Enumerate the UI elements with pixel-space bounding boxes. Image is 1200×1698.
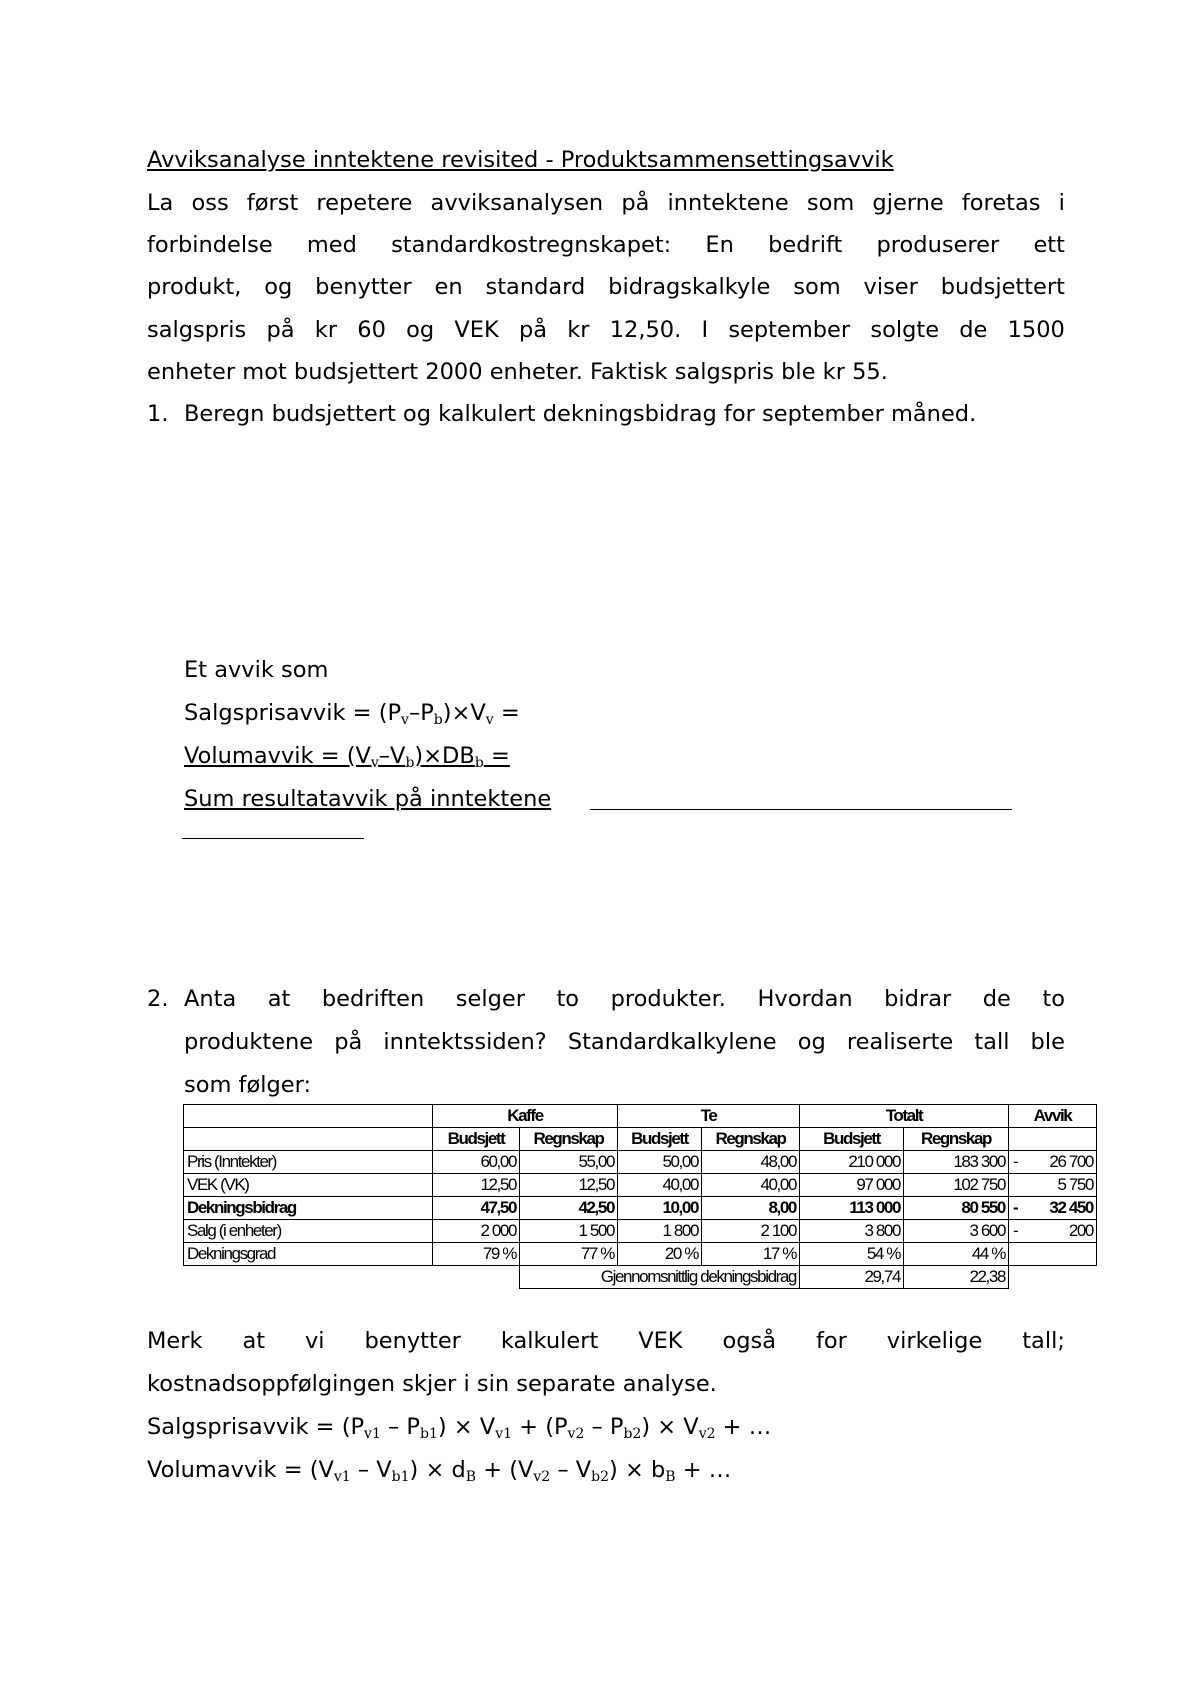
table-row <box>184 1174 1097 1197</box>
word: på <box>266 317 295 343</box>
word: produkter. <box>610 986 726 1012</box>
table-cell: 47,50 <box>433 1197 520 1220</box>
question-1-text: Beregn budsjettert og kalkulert dekningsbidrag for september måned. <box>184 401 977 427</box>
word: 12,50. <box>609 317 682 343</box>
word: produktene <box>184 1029 314 1055</box>
table-subheader-row <box>184 1128 1097 1151</box>
footer-value-regnskap: 22,38 <box>904 1266 1009 1289</box>
word: Anta <box>184 986 237 1012</box>
avvik-value: 200 <box>1068 1221 1093 1240</box>
word: avviksanalysen <box>430 190 604 216</box>
row-label: Pris (Inntekter) <box>184 1151 433 1174</box>
word: vi <box>304 1328 325 1354</box>
table-cell: 50,00 <box>618 1151 702 1174</box>
word: bedriften <box>321 986 425 1012</box>
word: ble <box>1030 1029 1065 1055</box>
salgsprisavvik-formula: Salgsprisavvik = $(P_v-P_b)\times V_v$ = <box>184 700 520 728</box>
row-label: Dekningsbidrag <box>184 1197 433 1220</box>
word: solgte <box>870 317 940 343</box>
word: september <box>728 317 851 343</box>
question-2-line-1 <box>184 985 1065 1013</box>
group-header-totalt: Totalt <box>800 1105 1009 1128</box>
table-cell: 12,50 <box>520 1174 618 1197</box>
question-1-number: 1. <box>147 401 169 427</box>
table-corner-cell <box>184 1105 433 1128</box>
word: for <box>815 1328 847 1354</box>
word: på <box>621 190 650 216</box>
table-cell: 10,00 <box>618 1197 702 1220</box>
table-cell: 97 000 <box>800 1174 904 1197</box>
subheader-kaffe-regnskap: Regnskap <box>520 1128 618 1151</box>
word: standardkostregnskapet: <box>391 232 672 258</box>
word: salgspris <box>147 317 247 343</box>
avvik-cell <box>1009 1151 1097 1174</box>
question-2-number: 2. <box>147 986 169 1012</box>
table-cell: 3 800 <box>800 1220 904 1243</box>
word: og <box>406 317 435 343</box>
word: gjerne <box>872 190 944 216</box>
merk-line-1 <box>147 1327 1065 1355</box>
footer-blank <box>433 1266 520 1289</box>
avvik-value: 5 750 <box>1057 1175 1093 1194</box>
word: de <box>959 317 988 343</box>
word: repetere <box>316 190 413 216</box>
standard-calculation-table <box>183 1104 1097 1289</box>
word: foretas <box>961 190 1041 216</box>
table-cell: 8,00 <box>702 1197 800 1220</box>
avvik-sign: - <box>1013 1152 1018 1171</box>
intro-line-2 <box>147 231 1065 259</box>
word: de <box>982 986 1011 1012</box>
avvik-cell <box>1009 1220 1097 1243</box>
salgsprisavvik-general-formula: Salgsprisavvik = $(P_{v1} - P_{b1}) \times V_{v1} + (P_{v2} - P_{b2}) \times V_{v2}$ + … <box>147 1414 772 1442</box>
word: og <box>264 274 293 300</box>
row-label: Dekningsgrad <box>184 1243 433 1266</box>
subheader-te-regnskap: Regnskap <box>702 1128 800 1151</box>
intro-line-1 <box>147 189 1065 217</box>
intro-line-4 <box>147 316 1065 344</box>
word: forbindelse <box>147 232 273 258</box>
word: selger <box>455 986 525 1012</box>
table-cell: 79 % <box>433 1243 520 1266</box>
sum-underline <box>590 809 1012 810</box>
word: viser <box>863 274 918 300</box>
table-cell: 1 500 <box>520 1220 618 1243</box>
table-cell: 210 000 <box>800 1151 904 1174</box>
word: tall; <box>1022 1328 1065 1354</box>
word: La <box>147 190 174 216</box>
word: en <box>434 274 463 300</box>
table-cell: 55,00 <box>520 1151 618 1174</box>
word: først <box>246 190 299 216</box>
word: som <box>793 274 841 300</box>
footer-value-budsjett: 29,74 <box>800 1266 904 1289</box>
table-cell: 54 % <box>800 1243 904 1266</box>
table-subheader-empty <box>184 1128 433 1151</box>
word: kr <box>314 317 338 343</box>
question-2-line-3: som følger: <box>184 1072 312 1098</box>
word: ett <box>1033 232 1065 258</box>
word: 60 <box>357 317 386 343</box>
table-cell: 42,50 <box>520 1197 618 1220</box>
table-cell: 20 % <box>618 1243 702 1266</box>
avvik-sign: - <box>1013 1198 1018 1217</box>
word: Standardkalkylene <box>567 1029 777 1055</box>
intro-line-5: enheter mot budsjettert 2000 enheter. Faktisk salgspris ble kr 55. <box>147 359 888 385</box>
row-label: Salg (i enheter) <box>184 1220 433 1243</box>
word: budsjettert <box>940 274 1065 300</box>
word: benytter <box>315 274 412 300</box>
avvik-value: 26 700 <box>1049 1152 1093 1171</box>
word: bidrar <box>884 986 952 1012</box>
sum-resultatavvik: Sum resultatavvik på inntektene <box>184 786 552 812</box>
avvik-cell <box>1009 1174 1097 1197</box>
word: kr <box>567 317 590 343</box>
avvik-value: 32 450 <box>1049 1198 1093 1217</box>
footer-blank <box>1009 1266 1097 1289</box>
table-cell: 48,00 <box>702 1151 800 1174</box>
subheader-te-budsjett: Budsjett <box>618 1128 702 1151</box>
word: En <box>705 232 734 258</box>
word: I <box>701 317 709 343</box>
word: VEK <box>638 1328 683 1354</box>
answer-line <box>182 838 364 839</box>
avvik-cell <box>1009 1197 1097 1220</box>
table-row <box>184 1243 1097 1266</box>
word: i <box>1058 190 1065 216</box>
word: realiserte <box>846 1029 954 1055</box>
word: oss <box>191 190 229 216</box>
word: produserer <box>876 232 1000 258</box>
avvik-cell <box>1009 1243 1097 1266</box>
word: Hvordan <box>757 986 853 1012</box>
word: virkelige <box>886 1328 983 1354</box>
volumavvik-formula: Volumavvik = $(V_v-V_b)\times DB_b$ = <box>184 743 510 771</box>
word: 1500 <box>1007 317 1065 343</box>
footer-blank <box>184 1266 433 1289</box>
table-footer-row <box>184 1266 1097 1289</box>
word: at <box>242 1328 266 1354</box>
table-cell: 77 % <box>520 1243 618 1266</box>
table-cell: 2 100 <box>702 1220 800 1243</box>
word: bedrift <box>768 232 843 258</box>
table-cell: 60,00 <box>433 1151 520 1174</box>
word: tall <box>974 1029 1010 1055</box>
table-cell: 40,00 <box>702 1174 800 1197</box>
table-group-header-row <box>184 1105 1097 1128</box>
group-header-te: Te <box>618 1105 800 1128</box>
table-cell: 102 750 <box>904 1174 1009 1197</box>
word: to <box>1042 986 1065 1012</box>
footer-label: Gjennomsnittlig dekningsbidrag <box>520 1266 800 1289</box>
question-2-line-2 <box>184 1028 1065 1056</box>
subheader-avvik-empty <box>1009 1128 1097 1151</box>
word: på <box>518 317 548 343</box>
word: med <box>306 232 357 258</box>
word: standard <box>485 274 586 300</box>
subheader-totalt-regnskap: Regnskap <box>904 1128 1009 1151</box>
table-cell: 183 300 <box>904 1151 1009 1174</box>
avvik-sign: - <box>1013 1221 1018 1240</box>
page-title: Avviksanalyse inntektene revisited - Produktsammensettingsavvik <box>147 147 894 173</box>
table-row <box>184 1197 1097 1220</box>
word: to <box>556 986 580 1012</box>
table-cell: 113 000 <box>800 1197 904 1220</box>
group-header-kaffe: Kaffe <box>433 1105 618 1128</box>
table-cell: 3 600 <box>904 1220 1009 1243</box>
word: også <box>722 1328 777 1354</box>
word: bidragskalkyle <box>608 274 771 300</box>
word: at <box>267 986 291 1012</box>
table-row <box>184 1151 1097 1174</box>
word: Merk <box>147 1328 203 1354</box>
word: VEK <box>454 317 499 343</box>
word: og <box>797 1029 826 1055</box>
word: benytter <box>364 1328 461 1354</box>
subheader-totalt-budsjett: Budsjett <box>800 1128 904 1151</box>
avvik-intro: Et avvik som <box>184 657 329 683</box>
table-cell: 44 % <box>904 1243 1009 1266</box>
table-cell: 80 550 <box>904 1197 1009 1220</box>
word: inntektssiden? <box>383 1029 547 1055</box>
table-cell: 17 % <box>702 1243 800 1266</box>
word: kalkulert <box>500 1328 599 1354</box>
merk-line-2: kostnadsoppfølgingen skjer i sin separate analyse. <box>147 1371 717 1397</box>
table-cell: 1 800 <box>618 1220 702 1243</box>
subheader-kaffe-budsjett: Budsjett <box>433 1128 520 1151</box>
volumavvik-general-formula: Volumavvik = $(V_{v1} - V_{b1}) \times d_B + (V_{v2} - V_{b2}) \times b_B$ + … <box>147 1457 732 1485</box>
table-cell: 40,00 <box>618 1174 702 1197</box>
word: inntektene <box>667 190 789 216</box>
word: som <box>806 190 855 216</box>
group-header-avvik: Avvik <box>1009 1105 1097 1128</box>
word: produkt, <box>147 274 242 300</box>
intro-line-3 <box>147 273 1065 301</box>
word: på <box>334 1029 363 1055</box>
table-cell: 12,50 <box>433 1174 520 1197</box>
table-cell: 2 000 <box>433 1220 520 1243</box>
table-row <box>184 1220 1097 1243</box>
row-label: VEK (VK) <box>184 1174 433 1197</box>
